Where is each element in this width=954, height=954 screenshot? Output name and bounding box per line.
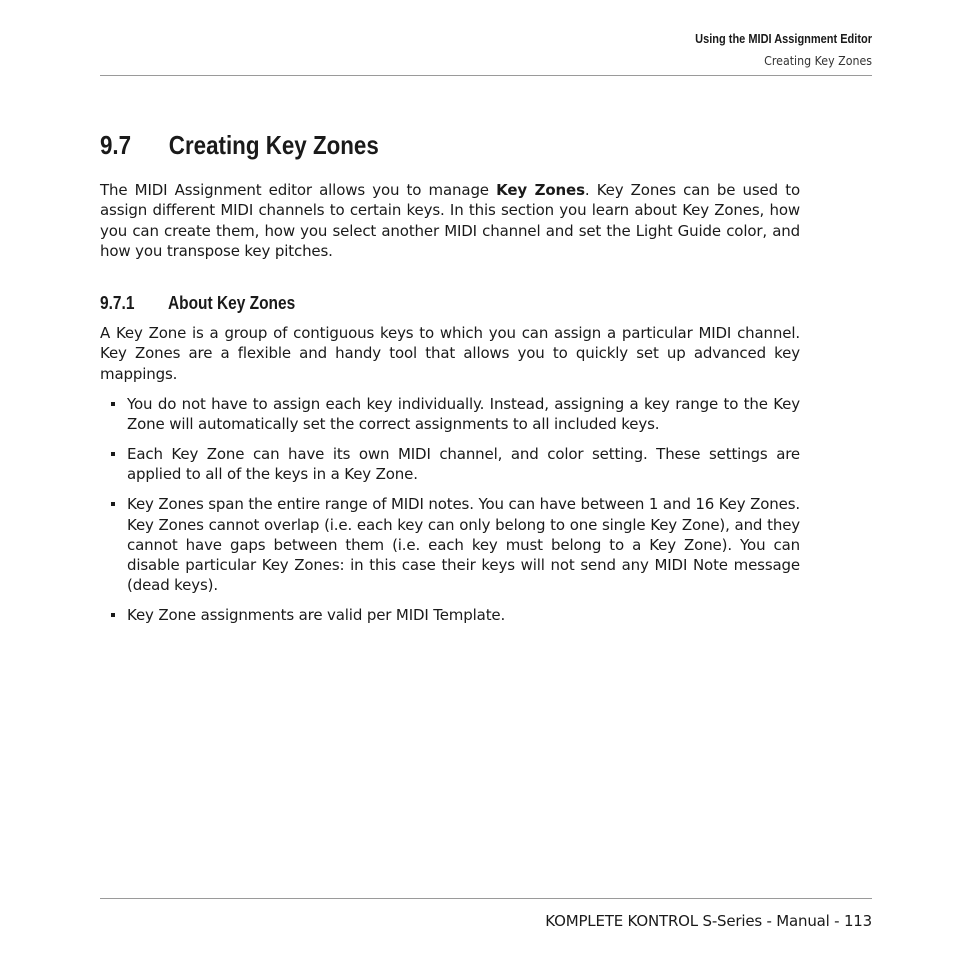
list-item (100, 494, 800, 595)
subsection-heading (100, 291, 702, 315)
list-item-text: Key Zone assignments are valid per MIDI Template. (127, 606, 506, 625)
intro-paragraph (100, 180, 800, 261)
bullet-icon (111, 452, 115, 456)
section-number: 9.7 (100, 130, 132, 160)
bullet-list (100, 394, 800, 625)
header-chapter-title: Using the MIDI Assignment Editor (695, 32, 872, 46)
bullet-icon (111, 402, 115, 406)
header-section-title: Creating Key Zones (764, 54, 872, 68)
subsection-number: 9.7.1 (100, 293, 135, 314)
subsection-paragraph: A Key Zone is a group of contiguous keys to which you can assign a particular MIDI channel. Key Zones are a flexible and handy tool that allows you to quickly set up advanced key mappings. (100, 324, 800, 383)
page-content (100, 128, 800, 635)
page-footer: KOMPLETE KONTROL S-Series - Manual - 113 (545, 912, 872, 930)
header-divider (100, 75, 872, 76)
list-item (100, 444, 800, 485)
list-item-text: Each Key Zone can have its own MIDI channel, and color setting. These settings are applied to all of the keys in a Key Zone. (127, 445, 800, 484)
intro-text-start: The MIDI Assignment editor allows you to manage (100, 181, 497, 199)
section-heading (100, 128, 702, 162)
intro-bold-term: Key Zones (496, 181, 585, 199)
bullet-icon (111, 502, 115, 506)
list-item-text: Key Zones span the entire range of MIDI notes. You can have between 1 and 16 Key Zones. Key Zones cannot overlap (i.e. each key can only belong to one single Key Zone), and they cannot have gaps between them (i.e. each key must belong to a Key Zone). You can disable particular Key Zones: in this case their keys will not send any MIDI Note message (dead keys). (127, 495, 800, 595)
list-item-text: You do not have to assign each key individually. Instead, assigning a key range to the Key Zone will automatically set the correct assignments to all included keys. (127, 395, 800, 434)
subsection-title: About Key Zones (167, 293, 296, 314)
list-item (100, 605, 800, 625)
bullet-icon (111, 613, 115, 617)
footer-divider (100, 898, 872, 899)
section-title: Creating Key Zones (168, 130, 379, 160)
list-item (100, 394, 800, 435)
intro-text-end: . Key Zones can be used to assign different MIDI channels to certain keys. In this section you learn about Key Zones, how you can create them, how you select another MIDI channel and set the Light Guide color, and how you transpose key pitches. (100, 181, 800, 260)
page-header (100, 30, 872, 70)
